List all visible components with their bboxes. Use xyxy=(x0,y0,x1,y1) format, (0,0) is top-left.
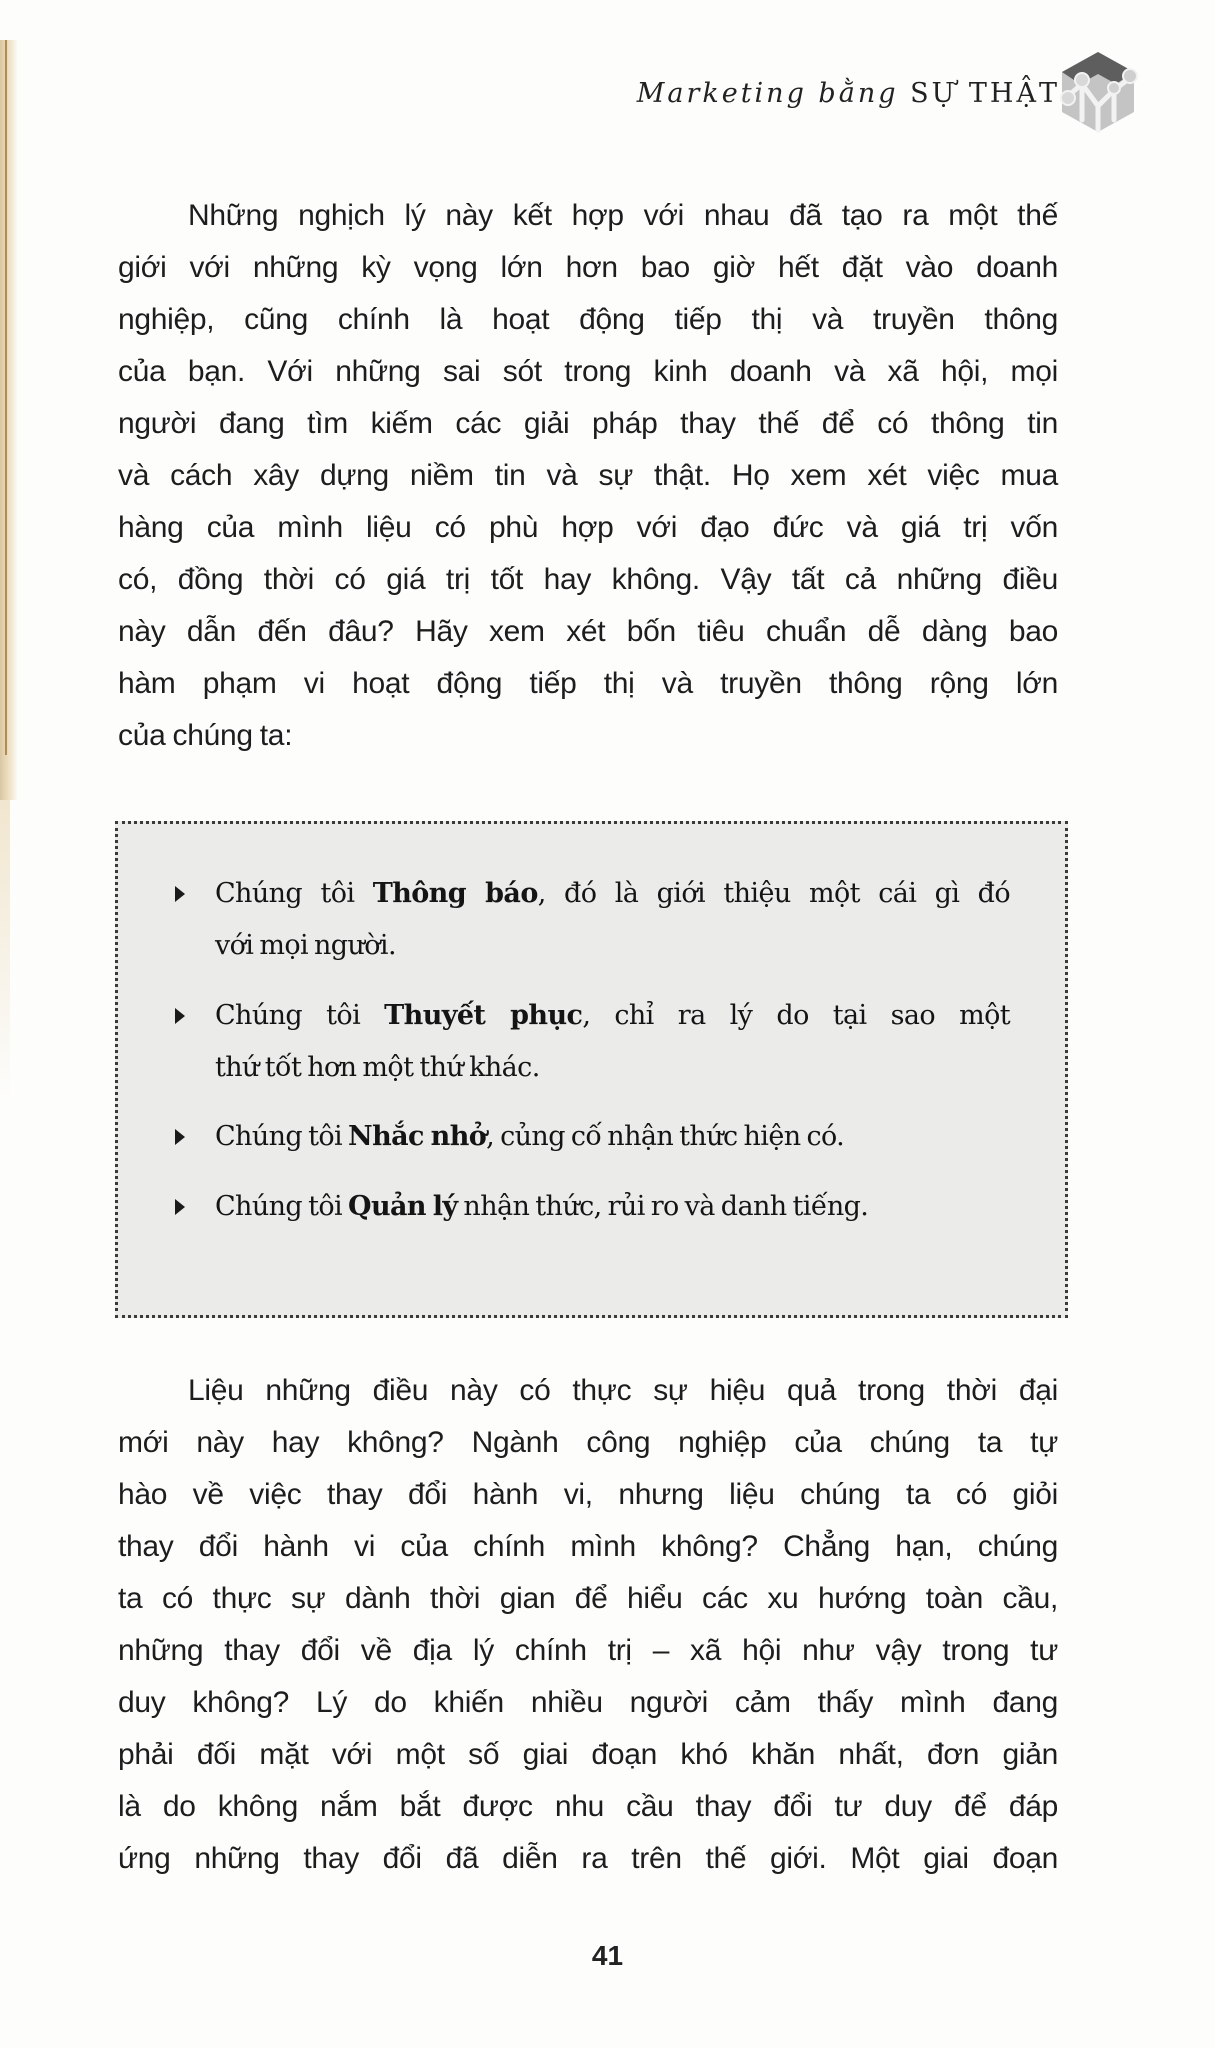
paragraph-line: Những nghịch lý này kết hợp với nhau đã tạo ra một thế xyxy=(188,199,1058,232)
bullet-item-2-line-2: thứ tốt hơn một thứ khác. xyxy=(215,1052,540,1083)
bullet-item-1-line-2: với mọi người. xyxy=(215,930,396,961)
paragraph-line: thay đổi hành vi của chính mình không? Chẳng hạn, chúng xyxy=(118,1530,1058,1563)
page-number: 41 xyxy=(591,1940,624,1971)
bullet-item-3: Chúng tôi Nhắc nhở, củng cố nhận thức hiện có. xyxy=(215,1121,845,1152)
paragraph-line: của chúng ta: xyxy=(118,719,293,752)
running-head-title-caps: SỰ THẬT xyxy=(910,78,1060,109)
triangle-bullet-icon xyxy=(175,886,185,902)
triangle-bullet-icon xyxy=(175,1008,185,1024)
bullet-keyword: Quản lý xyxy=(348,1191,458,1222)
bullet-keyword: Thuyết phục xyxy=(384,1000,583,1031)
paragraph-line: giới với những kỳ vọng lớn hơn bao giờ hết đặt vào doanh xyxy=(118,251,1058,284)
paragraph-line: hào về việc thay đổi hành vi, nhưng liệu chúng ta có giỏi xyxy=(118,1478,1058,1511)
paragraph-line: ứng những thay đổi đã diễn ra trên thế giới. Một giai đoạn xyxy=(118,1842,1058,1875)
bullet-keyword: Nhắc nhở xyxy=(348,1121,487,1152)
paragraph-line: hàng của mình liệu có phù hợp với đạo đức và giá trị vốn xyxy=(118,511,1058,544)
paragraph-line: mới này hay không? Ngành công nghiệp của chúng ta tự xyxy=(118,1426,1058,1459)
bullet-item-4: Chúng tôi Quản lý nhận thức, rủi ro và danh tiếng. xyxy=(215,1191,869,1222)
paragraph-line: những thay đổi về địa lý chính trị – xã hội như vậy trong tư xyxy=(118,1634,1058,1667)
running-head-title-italic: Marketing bằng xyxy=(636,78,899,109)
bullet-item-2-line-1: Chúng tôi Thuyết phục, chỉ ra lý do tại sao một xyxy=(215,1000,1010,1031)
paragraph-line: nghiệp, cũng chính là hoạt động tiếp thị và truyền thông xyxy=(118,303,1058,336)
paragraph-line: duy không? Lý do khiến nhiều người cảm thấy mình đang xyxy=(118,1686,1058,1719)
paragraph-line: Liệu những điều này có thực sự hiệu quả trong thời đại xyxy=(188,1374,1058,1407)
paragraph-line: này dẫn đến đâu? Hãy xem xét bốn tiêu chuẩn dễ dàng bao xyxy=(118,615,1058,648)
paragraph-line: ta có thực sự dành thời gian để hiểu các xu hướng toàn cầu, xyxy=(118,1582,1058,1615)
hexagon-people-logo-icon xyxy=(1058,50,1138,134)
paragraph-line: của bạn. Với những sai sót trong kinh doanh và xã hội, mọi xyxy=(118,355,1058,388)
triangle-bullet-icon xyxy=(175,1199,185,1215)
paragraph-line: người đang tìm kiếm các giải pháp thay thế để có thông tin xyxy=(118,407,1058,440)
bullet-item-1-line-1: Chúng tôi Thông báo, đó là giới thiệu một cái gì đó xyxy=(215,878,1010,909)
triangle-bullet-icon xyxy=(175,1129,185,1145)
bullet-keyword: Thông báo xyxy=(372,878,538,909)
paragraph-line: và cách xây dựng niềm tin và sự thật. Họ xem xét việc mua xyxy=(118,459,1058,492)
page-spine-edge xyxy=(0,40,18,800)
running-head xyxy=(637,78,1060,109)
page-spine-fade xyxy=(0,800,10,1100)
paragraph-line: có, đồng thời có giá trị tốt hay không. Vậy tất cả những điều xyxy=(118,563,1058,596)
paragraph-line: phải đối mặt với một số giai đoạn khó khăn nhất, đơn giản xyxy=(118,1738,1058,1771)
paragraph-line: hàm phạm vi hoạt động tiếp thị và truyền thông rộng lớn xyxy=(118,667,1058,700)
paragraph-line: là do không nắm bắt được nhu cầu thay đổi tư duy để đáp xyxy=(118,1790,1058,1823)
page-spine-line xyxy=(5,40,7,755)
